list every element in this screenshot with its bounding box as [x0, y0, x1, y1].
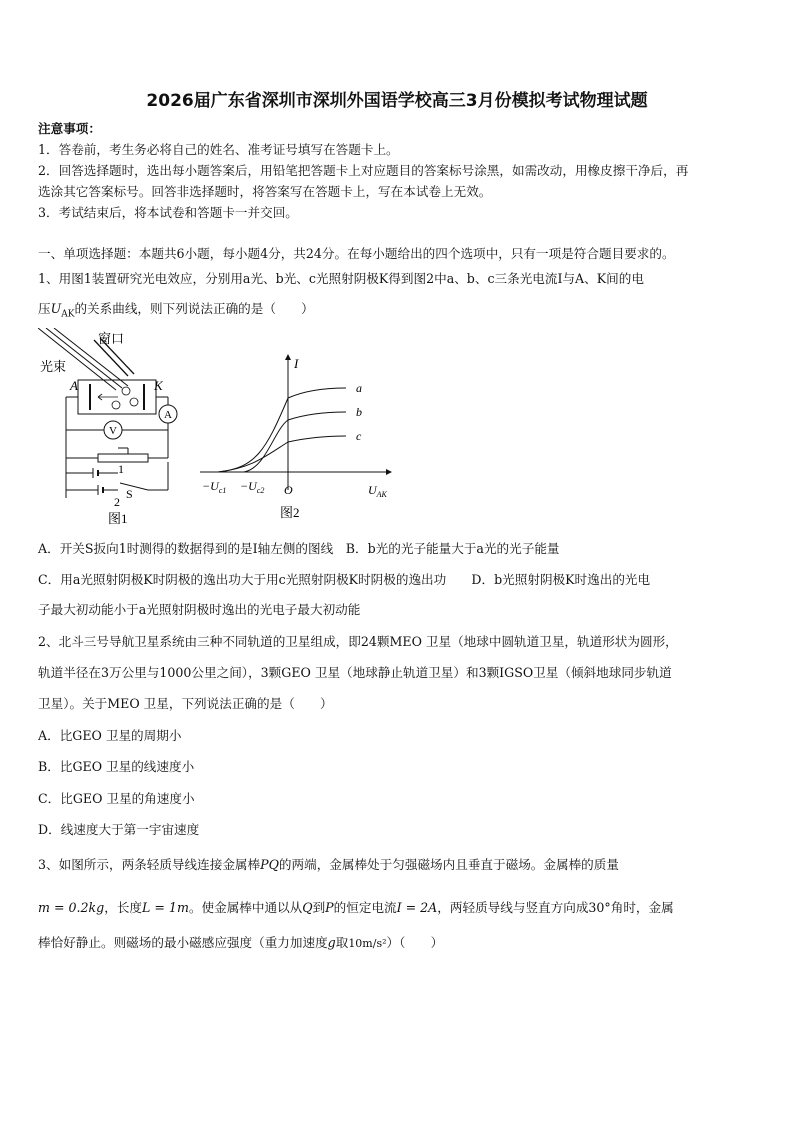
- label-window: 窗口: [98, 331, 125, 346]
- figure-1-caption: 图1: [108, 511, 128, 526]
- q3-stem-line2: m = 0.2kg，长度L = 1m。使金属棒中通以从Q到P的恒定电流I = 2A，两轻质导线与竖直方向成30°角时，金属: [38, 900, 674, 915]
- curve-c: [218, 436, 346, 472]
- notice-item-1: 1．答卷前，考生务必将自己的姓名、准考证号填写在答题卡上。: [38, 142, 399, 157]
- q1-options-cd: C．用a光照射阴极K时阴极的逸出功大于用c光照射阴极K时阴极的逸出功 D．b光照射阴极K时逸出的光电: [38, 572, 651, 587]
- curve-a: [218, 388, 346, 472]
- figure-2-iv-curves: [196, 350, 396, 525]
- q3-mass: m = 0.2kg: [38, 900, 105, 915]
- q2-option-c: C．比GEO 卫星的角速度小: [38, 791, 195, 806]
- switch-pos-2: 2: [114, 495, 120, 509]
- section-heading: 一、单项选择题：本题共6小题，每小题4分，共24分。在每小题给出的四个选项中，只有一项是符合题目要求的。: [38, 246, 675, 261]
- voltmeter-label: V: [109, 425, 117, 437]
- q3-length: L = 1m: [142, 900, 189, 915]
- switch-pos-1: 1: [118, 462, 124, 476]
- axis-label-u: $U_{AK}$: [368, 483, 387, 499]
- q2-option-a: A．比GEO 卫星的周期小: [38, 728, 182, 743]
- q2-option-d: D．线速度大于第一宇宙速度: [38, 822, 200, 837]
- q1-symbol-sub: AK: [61, 309, 75, 320]
- q2-stem-line3: 卫星）。关于MEO 卫星，下列说法正确的是（ ）: [38, 696, 333, 711]
- q1-stem-post: 的关系曲线，则下列说法正确的是（ ）: [74, 301, 314, 316]
- q1-stem-line2: [38, 300, 760, 324]
- q3-angle: 30°: [588, 900, 611, 915]
- notice-item-2-cont: 选涂其它答案标号。回答非选择题时，将答案写在答题卡上，写在本试卷上无效。: [38, 184, 492, 199]
- curve-label-b: b: [356, 405, 362, 419]
- q3-pq: PQ: [260, 857, 279, 872]
- switch-label: S: [126, 487, 133, 501]
- figure-1-apparatus: [38, 328, 188, 528]
- curve-label-c: c: [356, 429, 362, 443]
- tick-uc2: $-U_{c2}$: [240, 479, 265, 495]
- q3-g-value: 10m/s²: [348, 937, 387, 950]
- origin-label: O: [284, 483, 293, 497]
- q2-option-b: B．比GEO 卫星的线速度小: [38, 759, 195, 774]
- exam-title: 2026届广东省深圳市深圳外国语学校高三3月份模拟考试物理试题: [146, 91, 648, 111]
- curve-b: [244, 412, 346, 472]
- tick-uc1: $-U_{c1}$: [202, 479, 227, 495]
- q3-stem-line1: 3、如图所示，两条轻质导线连接金属棒PQ的两端，金属棒处于匀强磁场内且垂直于磁场。金属棒的质量: [38, 857, 619, 872]
- label-cathode: K: [154, 378, 163, 393]
- q3-stem-line3: 棒恰好静止。则磁场的最小磁感应强度（重力加速度g取10m/s²）（ ）: [38, 935, 444, 950]
- q1-stem-line1: 1、用图1装置研究光电效应，分别用a光、b光、c光照射阴极K得到图2中a、b、c三条光电流I与A、K间的电: [38, 271, 644, 286]
- q2-stem-line2: 轨道半径在3万公里与1000公里之间），3颗GEO 卫星（地球静止轨道卫星）和3颗IGSO卫星（倾斜地球同步轨道: [38, 665, 672, 680]
- label-beam: 光束: [40, 359, 67, 374]
- axis-label-i: I: [294, 356, 299, 371]
- q1-options-ab: A．开关S扳向1时测得的数据得到的是I轴左侧的图线 B．b光的光子能量大于a光的光子能量: [38, 541, 560, 556]
- notice-item-3: 3．考试结束后，将本试卷和答题卡一并交回。: [38, 205, 298, 220]
- q2-stem-line1: 2、北斗三号导航卫星系统由三种不同轨道的卫星组成，即24颗MEO 卫星（地球中圆轨道卫星，轨道形状为圆形，: [38, 634, 678, 649]
- curve-label-a: a: [356, 381, 362, 395]
- notice-item-2: 2．回答选择题时，选出每小题答案后，用铅笔把答题卡上对应题目的答案标号涂黑，如需改动，用橡皮擦干净后，再: [38, 163, 689, 178]
- figure-2-caption: 图2: [280, 505, 300, 520]
- q1-symbol-u: U: [50, 301, 62, 316]
- q3-current: I = 2A: [396, 900, 438, 915]
- q1-option-d-cont: 子最大初动能小于a光照射阴极时逸出的光电子最大初动能: [38, 602, 361, 617]
- q1-stem-pre: 压: [38, 301, 51, 316]
- ammeter-label: A: [164, 409, 172, 421]
- label-anode: A: [70, 378, 78, 393]
- notice-heading: 注意事项：: [38, 121, 101, 136]
